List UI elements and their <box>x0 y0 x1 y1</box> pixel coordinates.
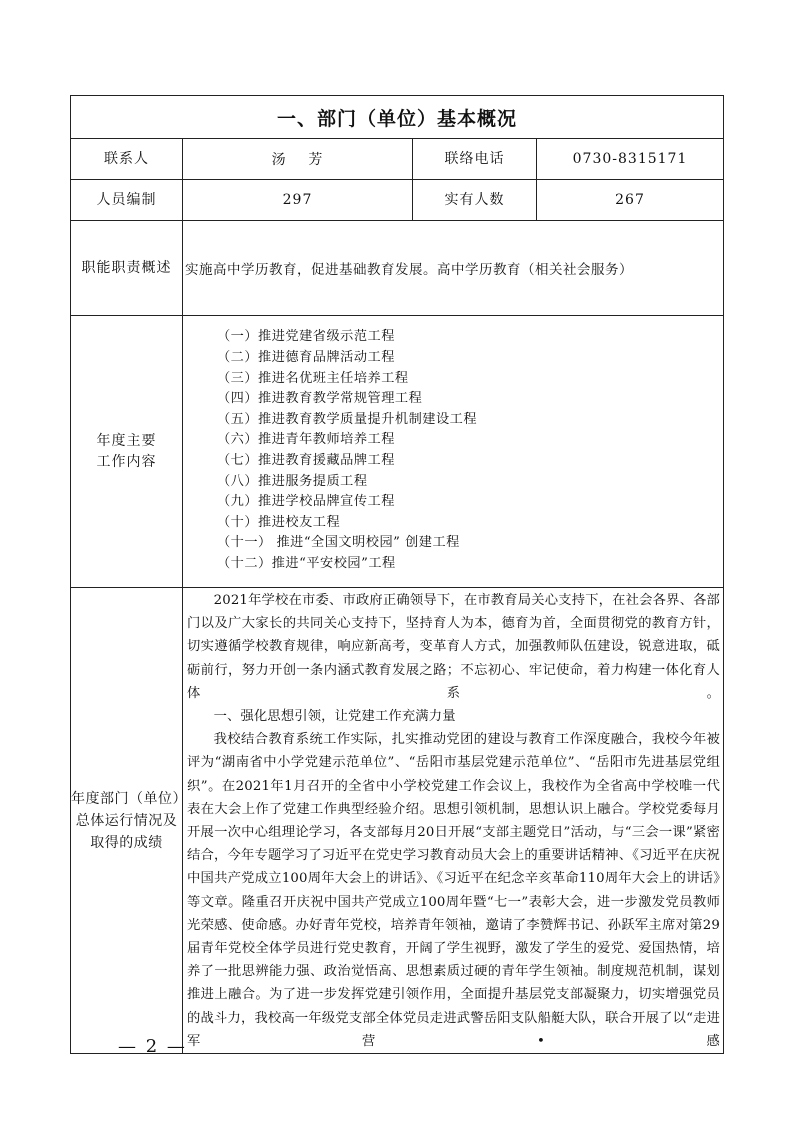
task-item: （三）推进名优班主任培养工程 <box>217 370 409 386</box>
annual-tasks-label-line2: 工作内容 <box>96 453 157 470</box>
summary-paragraph: 2021年学校在市委、市政府正确领导下，在市教育局关心支持下，在社会各界、各部门以及广大家长的共同关心支持下，坚持育人为本，德育为首，全面贯彻党的教育方针，切实遵循学校教育规律，响应新高考，变革育人方式，加强教师队伍建设，锐意进取，砥砺前行，努力开创一条内涵式教育发展之路；不忘初心、牢记使命，着力构建一体化育人体系。 <box>187 593 721 701</box>
summary-label <box>71 588 187 1054</box>
staffing-row <box>71 180 724 221</box>
staffing-value: 297 <box>183 180 413 221</box>
task-item: （十一） 推进“全国文明校园” 创建工程 <box>217 535 460 551</box>
actual-staff-label: 实有人数 <box>413 180 537 221</box>
annual-tasks-list <box>183 316 724 588</box>
summary-row <box>71 588 724 1054</box>
contact-label: 联系人 <box>71 139 183 180</box>
summary-label-line3: 取得的成绩 <box>90 834 163 851</box>
annual-tasks-label-line1: 年度主要 <box>96 432 157 449</box>
task-item: （九）推进学校品牌宣传工程 <box>217 494 395 510</box>
summary-heading: 一、强化思想引领，让党建工作充满力量 <box>213 709 456 725</box>
task-item: （八）推进服务提质工程 <box>217 473 368 489</box>
summary-label-line2: 总体运行情况及 <box>75 812 178 829</box>
task-item: （十二）推进“平安校园”工程 <box>217 555 396 571</box>
title-row <box>71 96 724 139</box>
summary-body <box>183 588 724 1054</box>
contact-row <box>71 139 724 180</box>
phone-label: 联络电话 <box>413 139 537 180</box>
summary-label-line1: 年度部门（单位） <box>71 790 187 807</box>
duties-row <box>71 221 724 316</box>
page-number: — 2 — <box>118 1036 187 1057</box>
task-item: （二）推进德育品牌活动工程 <box>217 350 395 366</box>
duties-label: 职能职责概述 <box>71 221 183 316</box>
section-title: 一、部门（单位）基本概况 <box>71 96 724 139</box>
basic-info-table <box>70 95 724 1054</box>
task-item: （十）推进校友工程 <box>217 514 341 530</box>
task-item: （六）推进青年教师培养工程 <box>217 432 395 448</box>
annual-tasks-row <box>71 316 724 588</box>
phone-value: 0730-8315171 <box>537 139 724 180</box>
summary-paragraph: 我校结合教育系统工作实际，扎实推动党团的建设与教育工作深度融合，我校今年被评为“湖南省中小学党建示范单位”、“岳阳市基层党建示范单位”、“岳阳市先进基层党组织”。在2021年1月召开的全省中小学校党建工作会议上，我校作为全省高中学校唯一代表在大会上作了党建工作典型经验介绍。思想引领机制，思想认识上融合。学校党委每月开展一次中心组理论学习，各支部每月20日开展“支部主题党日”活动，与“三会一课”紧密结合，今年专题学习了习近平在党史学习教育动员大会上的重要讲话精神、《习近平在庆祝中国共产党成立100周年大会上的讲话》、《习近平在纪念辛亥革命110周年大会上的讲话》等文章。隆重召开庆祝中国共产党成立100周年暨“七一”表彰大会，进一步激发党员教师光荣感、使命感。办好青年党校，培养青年领袖，邀请了李赞辉书记、孙跃军主席对第29届青年党校全体学员进行党史教育，开阔了学生视野，激发了学生的爱党、爱国热情，培养了一批思辨能力强、政治觉悟高、思想素质过硬的青年学生领袖。制度规范机制，谋划推进上融合。为了进一步发挥党建引领作用，全面提升基层党支部凝聚力，切实增强党员的战斗力，我校高一年级党支部全体党员走进武警岳阳支队船艇大队，联合开展了以“走进军营•感 <box>187 732 721 1049</box>
actual-staff-value: 267 <box>537 180 724 221</box>
task-item: （七）推进教育援藏品牌工程 <box>217 453 395 468</box>
task-item: （一）推进党建省级示范工程 <box>217 329 395 345</box>
annual-tasks-label <box>71 316 183 588</box>
task-item: （五）推进教育教学质量提升机制建设工程 <box>217 411 478 427</box>
task-item: （四）推进教育教学常规管理工程 <box>217 391 423 407</box>
staffing-label: 人员编制 <box>71 180 183 221</box>
contact-value: 汤 芳 <box>183 139 413 180</box>
duties-text: 实施高中学历教育，促进基础教育发展。高中学历教育（相关社会服务） <box>183 221 724 316</box>
